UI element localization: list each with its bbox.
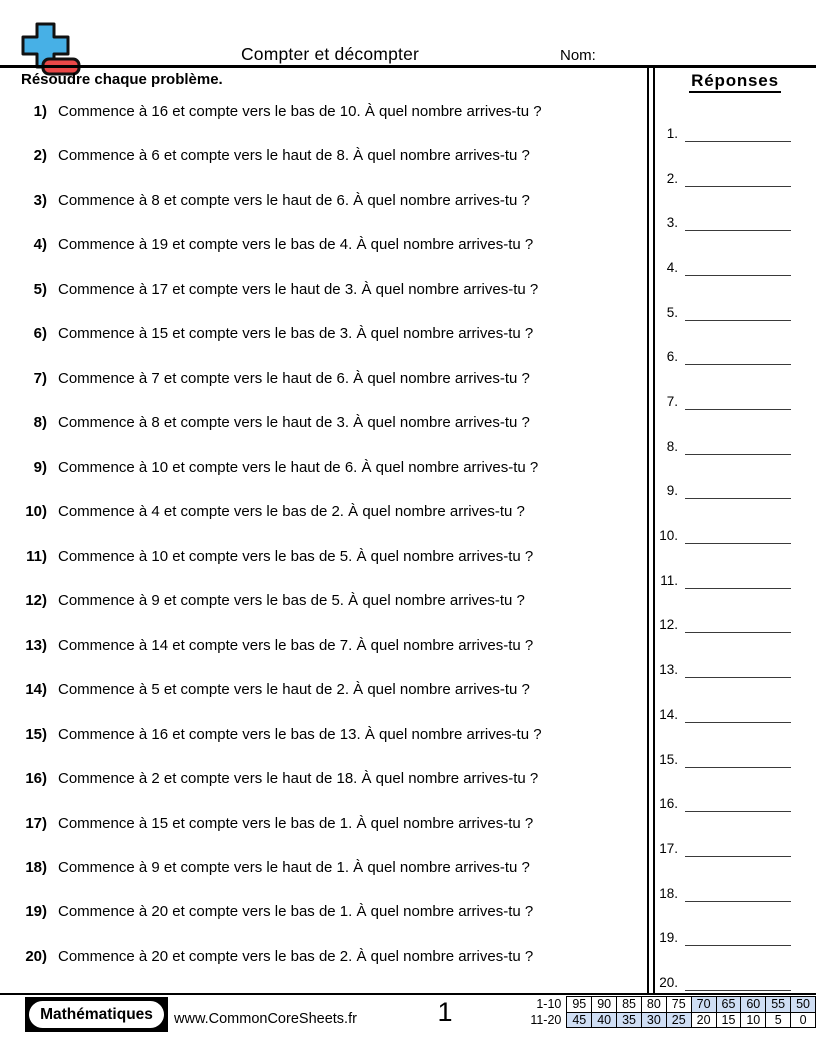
- problem-row: [0, 858, 646, 878]
- answer-blank: [685, 526, 791, 544]
- instruction-text: Résoudre chaque problème.: [21, 71, 223, 88]
- problem-text: Commence à 9 et compte vers le bas de 5. À quel nombre arrives-tu ?: [58, 592, 525, 609]
- answer-row: [652, 792, 802, 812]
- problem-number: 12): [25, 592, 47, 609]
- plus-minus-logo: [20, 22, 82, 78]
- problem-number: 5): [33, 281, 47, 298]
- answer-blank: [685, 928, 791, 946]
- problem-number: 8): [33, 414, 47, 431]
- problem-text: Commence à 14 et compte vers le bas de 7. À quel nombre arrives-tu ?: [58, 637, 534, 654]
- problem-row: [0, 191, 646, 211]
- problem-number: 7): [33, 370, 47, 387]
- answer-row: [652, 167, 802, 187]
- answer-number: 6.: [666, 349, 678, 364]
- score-cell: 15: [716, 1012, 741, 1028]
- answer-blank: [685, 884, 791, 902]
- answer-blank: [685, 973, 791, 991]
- problem-number: 17): [25, 815, 47, 832]
- answer-number: 16.: [659, 796, 678, 811]
- score-cell: 40: [592, 1012, 617, 1028]
- problem-row: [0, 502, 646, 522]
- answer-row: [652, 122, 802, 142]
- problem-number: 20): [25, 948, 47, 965]
- problem-row: [0, 680, 646, 700]
- answer-row: [652, 390, 802, 410]
- problem-text: Commence à 4 et compte vers le bas de 2. À quel nombre arrives-tu ?: [58, 503, 525, 520]
- answer-number: 2.: [666, 171, 678, 186]
- answer-row: [652, 435, 802, 455]
- problem-text: Commence à 5 et compte vers le haut de 2. À quel nombre arrives-tu ?: [58, 681, 530, 698]
- score-cell: 25: [666, 1012, 691, 1028]
- problem-number: 18): [25, 859, 47, 876]
- answer-row: [652, 926, 802, 946]
- score-cell: 45: [567, 1012, 592, 1028]
- problem-row: [0, 102, 646, 122]
- problem-number: 4): [33, 236, 47, 253]
- score-cell: 50: [791, 997, 816, 1013]
- problem-number: 10): [25, 503, 47, 520]
- problem-number: 14): [25, 681, 47, 698]
- score-cell: 80: [641, 997, 666, 1013]
- problem-number: 16): [25, 770, 47, 787]
- problem-row: [0, 814, 646, 834]
- answer-row: [652, 301, 802, 321]
- answer-number: 13.: [659, 662, 678, 677]
- answer-row: [652, 211, 802, 231]
- answer-row: [652, 882, 802, 902]
- subject-badge-label: Mathématiques: [29, 1001, 164, 1028]
- score-cell: 55: [766, 997, 791, 1013]
- score-cell: 20: [691, 1012, 716, 1028]
- problem-row: [0, 280, 646, 300]
- answers-heading: Réponses: [689, 71, 781, 93]
- problem-row: [0, 902, 646, 922]
- problem-row: [0, 324, 646, 344]
- answer-blank: [685, 258, 791, 276]
- problem-text: Commence à 8 et compte vers le haut de 3. À quel nombre arrives-tu ?: [58, 414, 530, 431]
- answer-blank: [685, 437, 791, 455]
- score-cell: 65: [716, 997, 741, 1013]
- problem-text: Commence à 10 et compte vers le haut de 6. À quel nombre arrives-tu ?: [58, 459, 539, 476]
- problem-text: Commence à 6 et compte vers le haut de 8. À quel nombre arrives-tu ?: [58, 147, 530, 164]
- problem-text: Commence à 20 et compte vers le bas de 1. À quel nombre arrives-tu ?: [58, 903, 534, 920]
- name-label: Nom:: [560, 47, 596, 64]
- problem-number: 3): [33, 192, 47, 209]
- problem-text: Commence à 15 et compte vers le bas de 1. À quel nombre arrives-tu ?: [58, 815, 534, 832]
- answer-blank: [685, 303, 791, 321]
- problem-number: 1): [33, 103, 47, 120]
- problem-text: Commence à 15 et compte vers le bas de 3. À quel nombre arrives-tu ?: [58, 325, 534, 342]
- problem-row: [0, 369, 646, 389]
- answer-row: [652, 479, 802, 499]
- score-cell: 10: [741, 1012, 766, 1028]
- answer-row: [652, 569, 802, 589]
- problem-text: Commence à 9 et compte vers le haut de 1. À quel nombre arrives-tu ?: [58, 859, 530, 876]
- score-cell: 95: [567, 997, 592, 1013]
- answer-number: 4.: [666, 260, 678, 275]
- answer-number: 15.: [659, 752, 678, 767]
- problem-text: Commence à 19 et compte vers le bas de 4. À quel nombre arrives-tu ?: [58, 236, 534, 253]
- problem-text: Commence à 2 et compte vers le haut de 18. À quel nombre arrives-tu ?: [58, 770, 539, 787]
- score-table-row: [527, 997, 816, 1013]
- problem-number: 15): [25, 726, 47, 743]
- answer-number: 3.: [666, 215, 678, 230]
- answer-blank: [685, 794, 791, 812]
- worksheet-title: Compter et décompter: [240, 44, 420, 64]
- score-cell: 70: [691, 997, 716, 1013]
- problem-text: Commence à 10 et compte vers le bas de 5. À quel nombre arrives-tu ?: [58, 548, 534, 565]
- answer-number: 11.: [660, 573, 678, 588]
- website-text: www.CommonCoreSheets.fr: [174, 1011, 357, 1027]
- problem-row: [0, 636, 646, 656]
- problem-row: [0, 547, 646, 567]
- answer-row: [652, 345, 802, 365]
- score-range-label: 11-20: [530, 1012, 562, 1027]
- answers-heading-wrap: [660, 71, 810, 91]
- score-table: [527, 996, 816, 1028]
- page-number: 1: [437, 997, 453, 1027]
- score-cell: 60: [741, 997, 766, 1013]
- score-cell: 30: [641, 1012, 666, 1028]
- answer-blank: [685, 705, 791, 723]
- footer-divider: [0, 993, 816, 995]
- answer-blank: [685, 750, 791, 768]
- problem-number: 11): [26, 548, 47, 565]
- answer-row: [652, 748, 802, 768]
- answer-row: [652, 658, 802, 678]
- problem-row: [0, 146, 646, 166]
- score-cell: 75: [666, 997, 691, 1013]
- score-cell: 90: [592, 997, 617, 1013]
- score-table-row: [527, 1012, 816, 1028]
- answer-row: [652, 971, 802, 991]
- answer-blank: [685, 571, 791, 589]
- problem-number: 2): [33, 147, 47, 164]
- answer-number: 17.: [659, 841, 678, 856]
- problem-text: Commence à 20 et compte vers le bas de 2. À quel nombre arrives-tu ?: [58, 948, 534, 965]
- answer-number: 18.: [659, 886, 678, 901]
- answer-number: 20.: [659, 975, 678, 990]
- answer-blank: [685, 392, 791, 410]
- score-cell: 0: [791, 1012, 816, 1028]
- answer-blank: [685, 347, 791, 365]
- answer-row: [652, 524, 802, 544]
- problem-number: 9): [33, 459, 47, 476]
- score-range-label: 1-10: [536, 997, 562, 1012]
- score-cell: 85: [617, 997, 642, 1013]
- subject-badge: [25, 997, 168, 1032]
- problem-text: Commence à 16 et compte vers le bas de 10. À quel nombre arrives-tu ?: [58, 103, 542, 120]
- answer-row: [652, 613, 802, 633]
- problem-text: Commence à 7 et compte vers le haut de 6. À quel nombre arrives-tu ?: [58, 370, 530, 387]
- problem-row: [0, 413, 646, 433]
- problem-row: [0, 947, 646, 967]
- answer-number: 9.: [666, 483, 678, 498]
- answer-number: 1.: [666, 126, 678, 141]
- answer-row: [652, 256, 802, 276]
- problem-row: [0, 591, 646, 611]
- answer-number: 19.: [659, 930, 678, 945]
- answer-blank: [685, 124, 791, 142]
- answer-blank: [685, 660, 791, 678]
- answer-number: 14.: [659, 707, 678, 722]
- answer-number: 5.: [666, 305, 678, 320]
- score-cell: 35: [617, 1012, 642, 1028]
- problem-text: Commence à 17 et compte vers le haut de 3. À quel nombre arrives-tu ?: [58, 281, 539, 298]
- answer-row: [652, 837, 802, 857]
- answer-number: 12.: [659, 617, 678, 632]
- problem-row: [0, 725, 646, 745]
- problem-number: 6): [33, 325, 47, 342]
- header-divider: [0, 65, 816, 68]
- answer-number: 8.: [666, 439, 678, 454]
- answer-blank: [685, 169, 791, 187]
- answer-row: [652, 703, 802, 723]
- answer-number: 10.: [659, 528, 678, 543]
- problem-number: 13): [25, 637, 47, 654]
- problem-row: [0, 458, 646, 478]
- problem-row: [0, 769, 646, 789]
- answer-blank: [685, 615, 791, 633]
- answer-blank: [685, 481, 791, 499]
- answer-blank: [685, 839, 791, 857]
- answer-blank: [685, 213, 791, 231]
- score-cell: 5: [766, 1012, 791, 1028]
- problem-number: 19): [25, 903, 47, 920]
- problem-row: [0, 235, 646, 255]
- problem-text: Commence à 16 et compte vers le bas de 13. À quel nombre arrives-tu ?: [58, 726, 542, 743]
- problem-text: Commence à 8 et compte vers le haut de 6. À quel nombre arrives-tu ?: [58, 192, 530, 209]
- answer-number: 7.: [666, 394, 678, 409]
